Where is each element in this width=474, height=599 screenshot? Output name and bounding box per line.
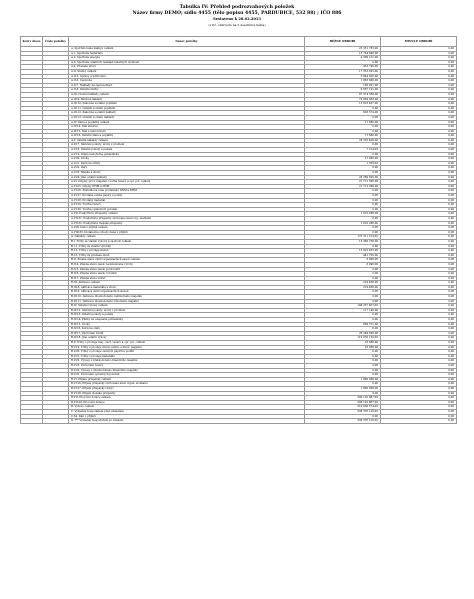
cell-previous-period: 0,00 (381, 207, 457, 212)
cell-previous-period: 0,00 (381, 377, 457, 382)
cell-current-period: 9 667 191,00 (305, 88, 381, 93)
cell-current-period: 0,00 (305, 327, 381, 332)
cell-previous-period: 0,00 (381, 102, 457, 107)
cell-current-period: 0,00 (305, 354, 381, 359)
table-body (21, 47, 457, 424)
column-header-current-period: BĚŽNÉ OBDOBÍ (305, 37, 381, 47)
cell-previous-period: 0,00 (381, 341, 457, 346)
cell-current-period: 87 374 568,00 (305, 92, 381, 97)
cell-item-name: B.I. Tržby za vlastní výkony a za zboží celkem (69, 239, 305, 244)
cell-item-name: A.VI.29. Tvorba rezerv (69, 203, 305, 208)
cell-item-name: B.II.5. Změna stavu zásob polotovarů (69, 267, 305, 272)
cell-previous-period: 0,00 (381, 203, 457, 208)
cell-previous-period: 0,00 (381, 212, 457, 217)
cell-item-name: B.IV.12. Smluvní pokuty, úroky z prodlení (69, 308, 305, 313)
cell-previous-period: 0,00 (381, 368, 457, 373)
cell-current-period: 28 316 409,00 (305, 138, 381, 143)
cell-item-name: A.V.23. Manka a škody (69, 171, 305, 176)
cell-current-period: 13 816 407,00 (305, 102, 381, 107)
cell-current-period: 0,00 (305, 166, 381, 171)
cell-item-name: C.34. Daň z příjmů (69, 414, 305, 419)
cell-previous-period: 0,00 (381, 299, 457, 304)
cell-item-name: A.II.8. Ostatní služby (69, 88, 305, 93)
cell-item-name: A.V.24. Jiné ostatní náklady (69, 175, 305, 180)
cell-item-name: B.III.9. Aktivace vnitroorganizačních služeb (69, 290, 305, 295)
cell-previous-period: 0,00 (381, 295, 457, 300)
cell-previous-period: 0,00 (381, 400, 457, 405)
cell-previous-period: 0,00 (381, 171, 457, 176)
cell-previous-period: 0,00 (381, 396, 457, 401)
cell-current-period: 0,00 (305, 244, 381, 249)
cell-item-name: A. Spotřebované nákupy celkem (69, 47, 305, 52)
cell-item-name: A. Náklady celkem (69, 235, 305, 240)
cell-current-period: 0,00 (305, 152, 381, 157)
cell-previous-period: 0,00 (381, 414, 457, 419)
cell-item-name: A.III.10. Zákonné sociální pojištění (69, 102, 305, 107)
document-date-line: Sestaveno k 28.02.2013 (213, 17, 261, 21)
cell-previous-period: 0,00 (381, 226, 457, 231)
cell-item-name: A.III.12. Zákonné sociální náklady (69, 111, 305, 116)
cell-current-period: 148 257 467,00 (305, 304, 381, 309)
cell-previous-period: 0,00 (381, 359, 457, 364)
cell-previous-period: 0,00 (381, 290, 457, 295)
cell-previous-period: 0,00 (381, 322, 457, 327)
cell-current-period: 0,00 (305, 391, 381, 396)
cell-previous-period: 0,00 (381, 47, 457, 52)
cell-current-period: 0,00 (305, 299, 381, 304)
cell-current-period: 0,00 (305, 276, 381, 281)
cell-previous-period: 0,00 (381, 419, 457, 424)
cell-item-name: A.III. Osobní náklady celkem (69, 92, 305, 97)
cell-previous-period: 0,00 (381, 106, 457, 111)
cell-previous-period: 0,00 (381, 138, 457, 143)
cell-current-period: 28 289 695,00 (305, 175, 381, 180)
cell-previous-period: 0,00 (381, 166, 457, 171)
cell-item-name: B.IV.16. Kurzové zisky (69, 327, 305, 332)
cell-item-name: A.V.22. Dary (69, 166, 305, 171)
cell-current-period: 0,00 (305, 230, 381, 235)
cell-current-period: 0,00 (305, 203, 381, 208)
cell-current-period: 72 669 383,00 (305, 97, 381, 102)
cell-current-period: 117 146,00 (305, 308, 381, 313)
cell-current-period: 0,00 (305, 115, 381, 120)
cell-previous-period: 0,00 (381, 88, 457, 93)
cell-current-period: 0,00 (305, 295, 381, 300)
cell-current-period: 0,00 (305, 207, 381, 212)
cell-previous-period: 0,00 (381, 148, 457, 153)
cell-item-name: B.IV. Ostatní výnosy celkem (69, 304, 305, 309)
cell-current-period: 13 466 738,00 (305, 239, 381, 244)
cell-item-name: B.VI. Přijaté příspěvky celkem (69, 377, 305, 382)
cell-current-period: 13 744 846,00 (305, 51, 381, 56)
cell-item-name: A.VI.28. Prodaný materiál (69, 198, 305, 203)
cell-current-period: 5 844 026,00 (305, 74, 381, 79)
cell-current-period: 4 309 101,00 (305, 56, 381, 61)
cell-item-name: A.3. Spotřeba ostatních neskladovatelných dodávek (69, 60, 305, 65)
cell-current-period: 0,00 (305, 350, 381, 355)
column-header-item-name: Název položky (69, 37, 305, 47)
cell-current-period: 0,00 (305, 171, 381, 176)
cell-previous-period: 0,00 (381, 267, 457, 272)
statement-table (20, 36, 457, 424)
cell-item-name: B.V.22. Výnosy z krátkodobého finančního majetku (69, 359, 305, 364)
cell-item-name: A.IV.14. Daň silniční (69, 125, 305, 130)
cell-item-name: A.IV. Daně a poplatky celkem (69, 120, 305, 125)
cell-item-name: B.IV.14. Platby za odepsané pohledávky (69, 318, 305, 323)
cell-item-name: B.VII.29. Provozní dotace (69, 400, 305, 405)
cell-current-period: 0,00 (305, 106, 381, 111)
table-header-row (21, 37, 457, 47)
cell-previous-period: 0,00 (381, 74, 457, 79)
cell-previous-period: 0,00 (381, 161, 457, 166)
cell-current-period: 603 374,00 (305, 111, 381, 116)
cell-current-period: 0,00 (305, 359, 381, 364)
cell-item-name: B.IV.17. Zúčtování fondů (69, 331, 305, 336)
cell-item-name: A.VIII. Daň z příjmů celkem (69, 226, 305, 231)
cell-item-name: B.IV.13. Ostatní pokuty a penále (69, 313, 305, 318)
cell-current-period: 1 780,00 (305, 161, 381, 166)
cell-previous-period: 0,00 (381, 120, 457, 125)
cell-previous-period: 0,00 (381, 373, 457, 378)
cell-item-name: B.II.6. Změna stavu zásob výrobků (69, 272, 305, 277)
cell-previous-period: 0,00 (381, 235, 457, 240)
cell-current-period: 338 376 120,00 (305, 409, 381, 414)
cell-previous-period: 0,00 (381, 409, 457, 414)
cell-previous-period: 0,00 (381, 129, 457, 134)
cell-item-name: B.II.7. Změna stavu zvířat (69, 276, 305, 281)
cell-current-period: 0,00 (305, 189, 381, 194)
cell-item-name: B.III.8. Aktivace materiálu a zboží (69, 285, 305, 290)
cell-current-period: 219 468,00 (305, 285, 381, 290)
cell-previous-period: 0,00 (381, 308, 457, 313)
cell-item-name: B.III.10. Aktivace dlouhodobého nehmotného majetku (69, 295, 305, 300)
cell-previous-period: 0,00 (381, 157, 457, 162)
cell-item-name: A.VI.27. Prodané cenné papíry a podíly (69, 194, 305, 199)
cell-previous-period: 0,00 (381, 350, 457, 355)
cell-item-name: B.III. Aktivace celkem (69, 281, 305, 286)
cell-previous-period: 0,00 (381, 180, 457, 185)
cell-item-name: B.V. Tržby z prodeje maj., zúčt. rezerv a opr. pol. celkem (69, 341, 305, 346)
cell-current-period: 0,00 (305, 198, 381, 203)
cell-item-name: A.III.13. Ostatní sociální náklady (69, 115, 305, 120)
cell-current-period: 28 394 840,00 (305, 331, 381, 336)
cell-item-name: A.VII. Poskytnuté příspěvky celkem (69, 212, 305, 217)
cell-item-name: B. Výnosy celkem (69, 405, 305, 410)
column-header-code: Kód v úloze (21, 37, 43, 47)
cell-previous-period: 0,00 (381, 79, 457, 84)
column-header-previous-period: MINULÉ OBDOBÍ (381, 37, 457, 47)
cell-item-name: B.VI.27. Přijaté příspěvky (dary) (69, 386, 305, 391)
cell-previous-period: 0,00 (381, 51, 457, 56)
cell-item-name: B.V.25. Zúčtování opravných položek (69, 373, 305, 378)
cell-current-period: 0,00 (305, 143, 381, 148)
cell-item-name: A.II.7. Náklady na reprezentaci (69, 83, 305, 88)
cell-previous-period: 0,00 (381, 281, 457, 286)
cell-previous-period: 0,00 (381, 276, 457, 281)
cell-previous-period: 0,00 (381, 331, 457, 336)
cell-previous-period: 0,00 (381, 386, 457, 391)
cell-item-name: A.VI.30. Tvorba opravných položek (69, 207, 305, 212)
cell-previous-period: 0,00 (381, 285, 457, 290)
cell-item-name: B.V.19. Tržby z prodeje dlouh. nehm. a hmot. majetku (69, 345, 305, 350)
cell-item-name: B.VI.28. Přijaté členské příspěvky (69, 391, 305, 396)
cell-current-period: 0,00 (305, 363, 381, 368)
cell-current-period: 18 088,00 (305, 345, 381, 350)
cell-previous-period: 0,00 (381, 184, 457, 189)
cell-item-name: A.III.11. Ostatní sociální pojištění (69, 106, 305, 111)
cell-item-name: A.V.17. Smluvní pokuty, úroky z prodlení (69, 143, 305, 148)
cell-current-period: 0,00 (305, 313, 381, 318)
cell-previous-period: 0,00 (381, 313, 457, 318)
cell-current-period: 17 960,00 (305, 157, 381, 162)
cell-code (21, 419, 43, 424)
cell-current-period: 0,00 (305, 226, 381, 231)
cell-previous-period: 0,00 (381, 198, 457, 203)
cell-previous-period: 0,00 (381, 363, 457, 368)
cell-item-name: A.IV.15. Daň z nemovitostí (69, 129, 305, 134)
cell-item-name: B.V.20. Tržby z prodeje cenných papírů a podílů (69, 350, 305, 355)
cell-previous-period: 0,00 (381, 56, 457, 61)
cell-item-name: B.VI.26. Přijaté příspěvky zúčtované mezi organ. složkami (69, 382, 305, 387)
cell-current-period: 0,00 (305, 129, 381, 134)
cell-previous-period: 0,00 (381, 97, 457, 102)
cell-previous-period: 0,00 (381, 304, 457, 309)
cell-previous-period: 0,00 (381, 189, 457, 194)
cell-item-name: A.II.6. Cestovné (69, 79, 305, 84)
cell-current-period: 510 938 374,00 (305, 405, 381, 410)
cell-previous-period: 0,00 (381, 230, 457, 235)
cell-item-name: B.VII. Provozní dotace celkem (69, 396, 305, 401)
document-note: (v Kč, zahrnuté na 2 desetinná místa) (208, 23, 266, 27)
cell-current-period: 0,00 (305, 60, 381, 65)
cell-current-period: 338 376 120,00 (305, 419, 381, 424)
column-header-item-number: Číslo položky (43, 37, 69, 47)
cell-previous-period: 0,00 (381, 65, 457, 70)
cell-item-name: A.VI. Odpisy, prod. majetek, tvorba rezerv a opr. pol. celkem (69, 180, 305, 185)
cell-item-name: A.II. Služby celkem (69, 69, 305, 74)
cell-item-name: D. *** Výsledek hospodaření po zdanění (69, 419, 305, 424)
cell-item-name: A.VI.25. Odpisy DHM a DNM (69, 184, 305, 189)
cell-current-period: 119 076 130,00 (305, 336, 381, 341)
cell-item-name: B.V.21. Tržby z prodeje materiálu (69, 354, 305, 359)
cell-item-name: A.V.20. Úroky (69, 157, 305, 162)
cell-previous-period: 0,00 (381, 175, 457, 180)
cell-previous-period: 0,00 (381, 272, 457, 277)
cell-item-name: A.VI.26. Zůstatková cena prodaného DNM a DHM (69, 189, 305, 194)
cell-previous-period: 0,00 (381, 115, 457, 120)
cell-item-name: A.VII.32. Poskytnuté členské příspěvky (69, 221, 305, 226)
cell-previous-period: 0,00 (381, 83, 457, 88)
cell-item-name: A.V.21. Kurzové ztráty (69, 161, 305, 166)
cell-previous-period: 0,00 (381, 405, 457, 410)
cell-item-name: B.II. Změna stavu vnitroorganizačních zásob celkem (69, 258, 305, 263)
cell-previous-period: 0,00 (381, 92, 457, 97)
cell-previous-period: 0,00 (381, 258, 457, 263)
cell-previous-period: 0,00 (381, 382, 457, 387)
cell-previous-period: 0,00 (381, 60, 457, 65)
cell-item-name: B.II.4. Změna stavu zásob nedokončené výroby (69, 262, 305, 267)
cell-item-name: B.IV.15. Úroky (69, 322, 305, 327)
cell-item-name: B.III.11. Aktivace dlouhodobého hmotného majetku (69, 299, 305, 304)
cell-previous-period: 0,00 (381, 111, 457, 116)
cell-item-name: A.VII.31. Poskytnuté příspěvky zúčtované mezi org. složkami (69, 216, 305, 221)
cell-current-period: 1 610 288,00 (305, 212, 381, 217)
cell-current-period: 0,00 (305, 290, 381, 295)
cell-item-name: A.III.9. Mzdové náklady (69, 97, 305, 102)
cell-previous-period: 0,00 (381, 152, 457, 157)
cell-previous-period: 0,00 (381, 318, 457, 323)
cell-current-period: 0,00 (305, 125, 381, 130)
cell-current-period: 0,00 (305, 368, 381, 373)
cell-item-name: A.V.19. Odpis nedobytné pohledávky (69, 152, 305, 157)
cell-current-period: 18 088,00 (305, 341, 381, 346)
cell-previous-period: 0,00 (381, 262, 457, 267)
cell-current-period: 0,00 (305, 216, 381, 221)
cell-current-period: 0,00 (305, 267, 381, 272)
cell-item-name: A.II.5. Opravy a udržování (69, 74, 305, 79)
cell-current-period: 669 751,00 (305, 322, 381, 327)
table-row (21, 419, 457, 424)
cell-current-period: 0,00 (305, 414, 381, 419)
cell-item-name: A.IV.16. Ostatní daně a poplatky (69, 134, 305, 139)
cell-current-period: 1 683 068,00 (305, 79, 381, 84)
cell-current-period: 25 351 783,00 (305, 47, 381, 52)
cell-item-name: A.4. Prodané zboží (69, 65, 305, 70)
document-subtitle: Název firmy DEMO; sídlo 4455 (tělo popisu 4455, PARDUBICE, 532 88) ; IČO 886 (132, 11, 342, 16)
cell-item-name: A.1. Spotřeba materiálu (69, 51, 305, 56)
cell-previous-period: 0,00 (381, 244, 457, 249)
cell-current-period: -3 098,00 (305, 258, 381, 263)
cell-item-name: B.V.23. Zúčtování rezerv (69, 363, 305, 368)
cell-current-period: 0,00 (305, 373, 381, 378)
cell-item-name: C. Výsledek hospodaření před zdaněním (69, 409, 305, 414)
cell-item-name: A.VIII.33. Dodatečné odvody daně z příjmů (69, 230, 305, 235)
cell-previous-period: 0,00 (381, 125, 457, 130)
cell-current-period: 71 680,00 (305, 120, 381, 125)
cell-item-name: B.IV.18. Jiné ostatní výnosy (69, 336, 305, 341)
cell-previous-period: 0,00 (381, 216, 457, 221)
cell-current-period: 13 025 033,00 (305, 249, 381, 254)
cell-previous-period: 0,00 (381, 239, 457, 244)
cell-previous-period: 0,00 (381, 354, 457, 359)
cell-previous-period: 0,00 (381, 336, 457, 341)
cell-current-period: 0,00 (305, 194, 381, 199)
cell-current-period: 0,00 (305, 318, 381, 323)
cell-previous-period: 0,00 (381, 253, 457, 258)
cell-previous-period: 0,00 (381, 249, 457, 254)
cell-item-name: B.I.1. Tržby za vlastní výrobky (69, 244, 305, 249)
cell-item-name: B.I.2. Tržby z prodeje služeb (69, 249, 305, 254)
cell-current-period: 441 705,00 (305, 253, 381, 258)
cell-current-period: 17 353 025,00 (305, 69, 381, 74)
cell-previous-period: 0,00 (381, 69, 457, 74)
cell-current-period: 346 120 887,00 (305, 400, 381, 405)
cell-previous-period: 0,00 (381, 221, 457, 226)
cell-current-period: 219 468,00 (305, 281, 381, 286)
cell-current-period: 21 712 396,00 (305, 184, 381, 189)
cell-current-period: 0,00 (305, 382, 381, 387)
cell-current-period: 7 154,00 (305, 148, 381, 153)
cell-current-period: 1 860 068,00 (305, 386, 381, 391)
cell-item-name: A.2. Spotřeba energie (69, 56, 305, 61)
cell-current-period: 346 120 887,00 (305, 396, 381, 401)
document-title: Tabulka IV: Přehled podrozvahových položek (179, 5, 295, 10)
cell-previous-period: 0,00 (381, 143, 457, 148)
cell-item-name: B.I.3. Tržby za prodané zboží (69, 253, 305, 258)
cell-item-name: A.V. Ostatní náklady celkem (69, 138, 305, 143)
cell-item-name: A.V.18. Ostatní pokuty a penále (69, 148, 305, 153)
cell-current-period: 166 021,00 (305, 83, 381, 88)
cell-previous-period: 0,00 (381, 391, 457, 396)
cell-current-period: -3 098,00 (305, 262, 381, 267)
cell-previous-period: 0,00 (381, 327, 457, 332)
cell-current-period: 21 712 396,00 (305, 180, 381, 185)
cell-previous-period: 0,00 (381, 194, 457, 199)
cell-current-period: 0,00 (305, 272, 381, 277)
cell-previous-period: 0,00 (381, 134, 457, 139)
cell-previous-period: 0,00 (381, 345, 457, 350)
cell-current-period: 172 311 154,00 (305, 235, 381, 240)
cell-current-period: 1 860 068,00 (305, 377, 381, 382)
cell-current-period: 71 680,00 (305, 134, 381, 139)
cell-current-period: 453 790,00 (305, 65, 381, 70)
cell-current-period: 1 610 288,00 (305, 221, 381, 226)
cell-item-number (43, 419, 69, 424)
cell-item-name: B.V.24. Výnosy z dlouhodobého finančního majetku (69, 368, 305, 373)
